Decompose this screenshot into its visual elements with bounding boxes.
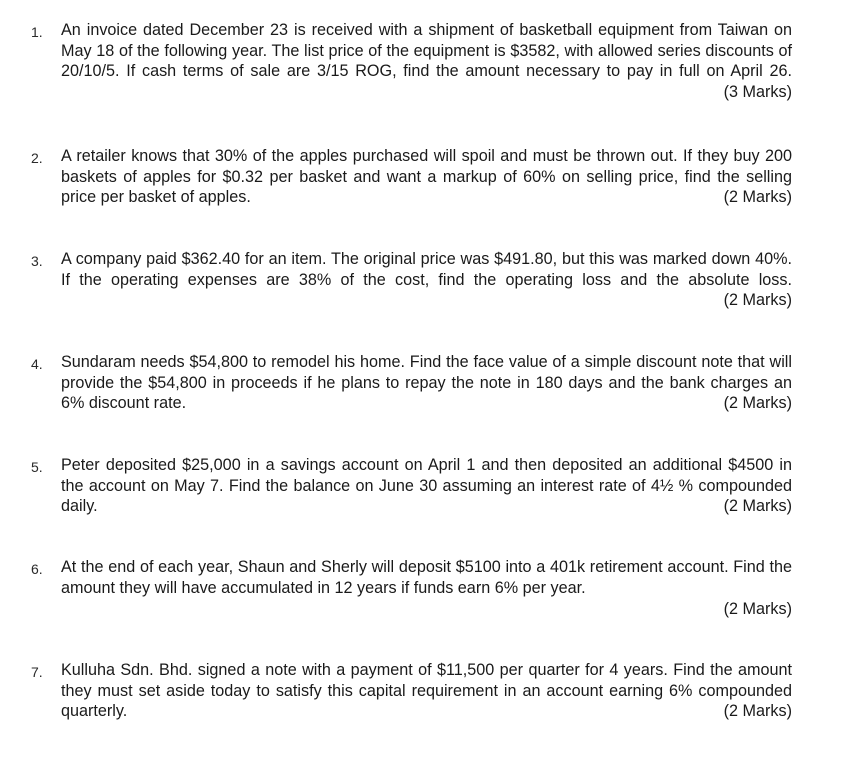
question-text — [61, 557, 792, 598]
question-text — [61, 455, 792, 517]
question-marks: (2 Marks) — [723, 497, 792, 515]
question-body: A retailer knows that 30% of the apples purchased will spoil and must be thrown out. If they buy 200 baskets of apples for $0.32 per basket and want a markup of 60% on selling price, find the selling price per basket of apples. — [61, 147, 792, 206]
question-text — [61, 20, 792, 102]
question-number: 4. — [31, 356, 43, 372]
question-number: 3. — [31, 253, 43, 269]
question-text — [61, 146, 792, 208]
question-body: Peter deposited $25,000 in a savings account on April 1 and then deposited an additional $4500 in the account on May 7. Find the balance on June 30 assuming an interest rate of 4½ % compounded daily. — [61, 456, 792, 515]
question-body: Sundaram needs $54,800 to remodel his home. Find the face value of a simple discount note that will provide the $54,800 in proceeds if he plans to repay the note in 180 days and the bank charges an 6% discount rate. — [61, 353, 792, 412]
question-text — [61, 352, 792, 414]
question-marks: (2 Marks) — [723, 394, 792, 412]
question-text — [61, 249, 792, 311]
question-marks: (2 Marks) — [723, 291, 792, 309]
question-marks: (3 Marks) — [723, 82, 792, 101]
question-number: 7. — [31, 664, 43, 680]
question-marks: (2 Marks) — [723, 702, 792, 720]
question-body: A company paid $362.40 for an item. The original price was $491.80, but this was marked down 40%. If the operating expenses are 38% of the cost, find the operating loss and the absolute loss. — [61, 250, 792, 289]
question-body: At the end of each year, Shaun and Sherly will deposit $5100 into a 401k retirement account. Find the amount they will have accumulated in 12 years if funds earn 6% per year. — [61, 558, 792, 597]
question-number: 5. — [31, 459, 43, 475]
question-number: 1. — [31, 24, 43, 40]
question-number: 6. — [31, 561, 43, 577]
question-body: An invoice dated December 23 is received with a shipment of basketball equipment from Taiwan on May 18 of the following year. The list price of the equipment is $3582, with allowed series discounts of 20/10/5. If cash terms of sale are 3/15 ROG, find the amount necessary to pay in full on April 26. — [61, 21, 792, 80]
question-marks: (2 Marks) — [723, 600, 792, 618]
question-marks: (2 Marks) — [723, 188, 792, 206]
question-number: 2. — [31, 150, 43, 166]
question-text — [61, 660, 792, 722]
question-body: Kulluha Sdn. Bhd. signed a note with a payment of $11,500 per quarter for 4 years. Find the amount they must set aside today to satisfy this capital requirement in an account earning 6% compounded quarterly. — [61, 661, 792, 720]
